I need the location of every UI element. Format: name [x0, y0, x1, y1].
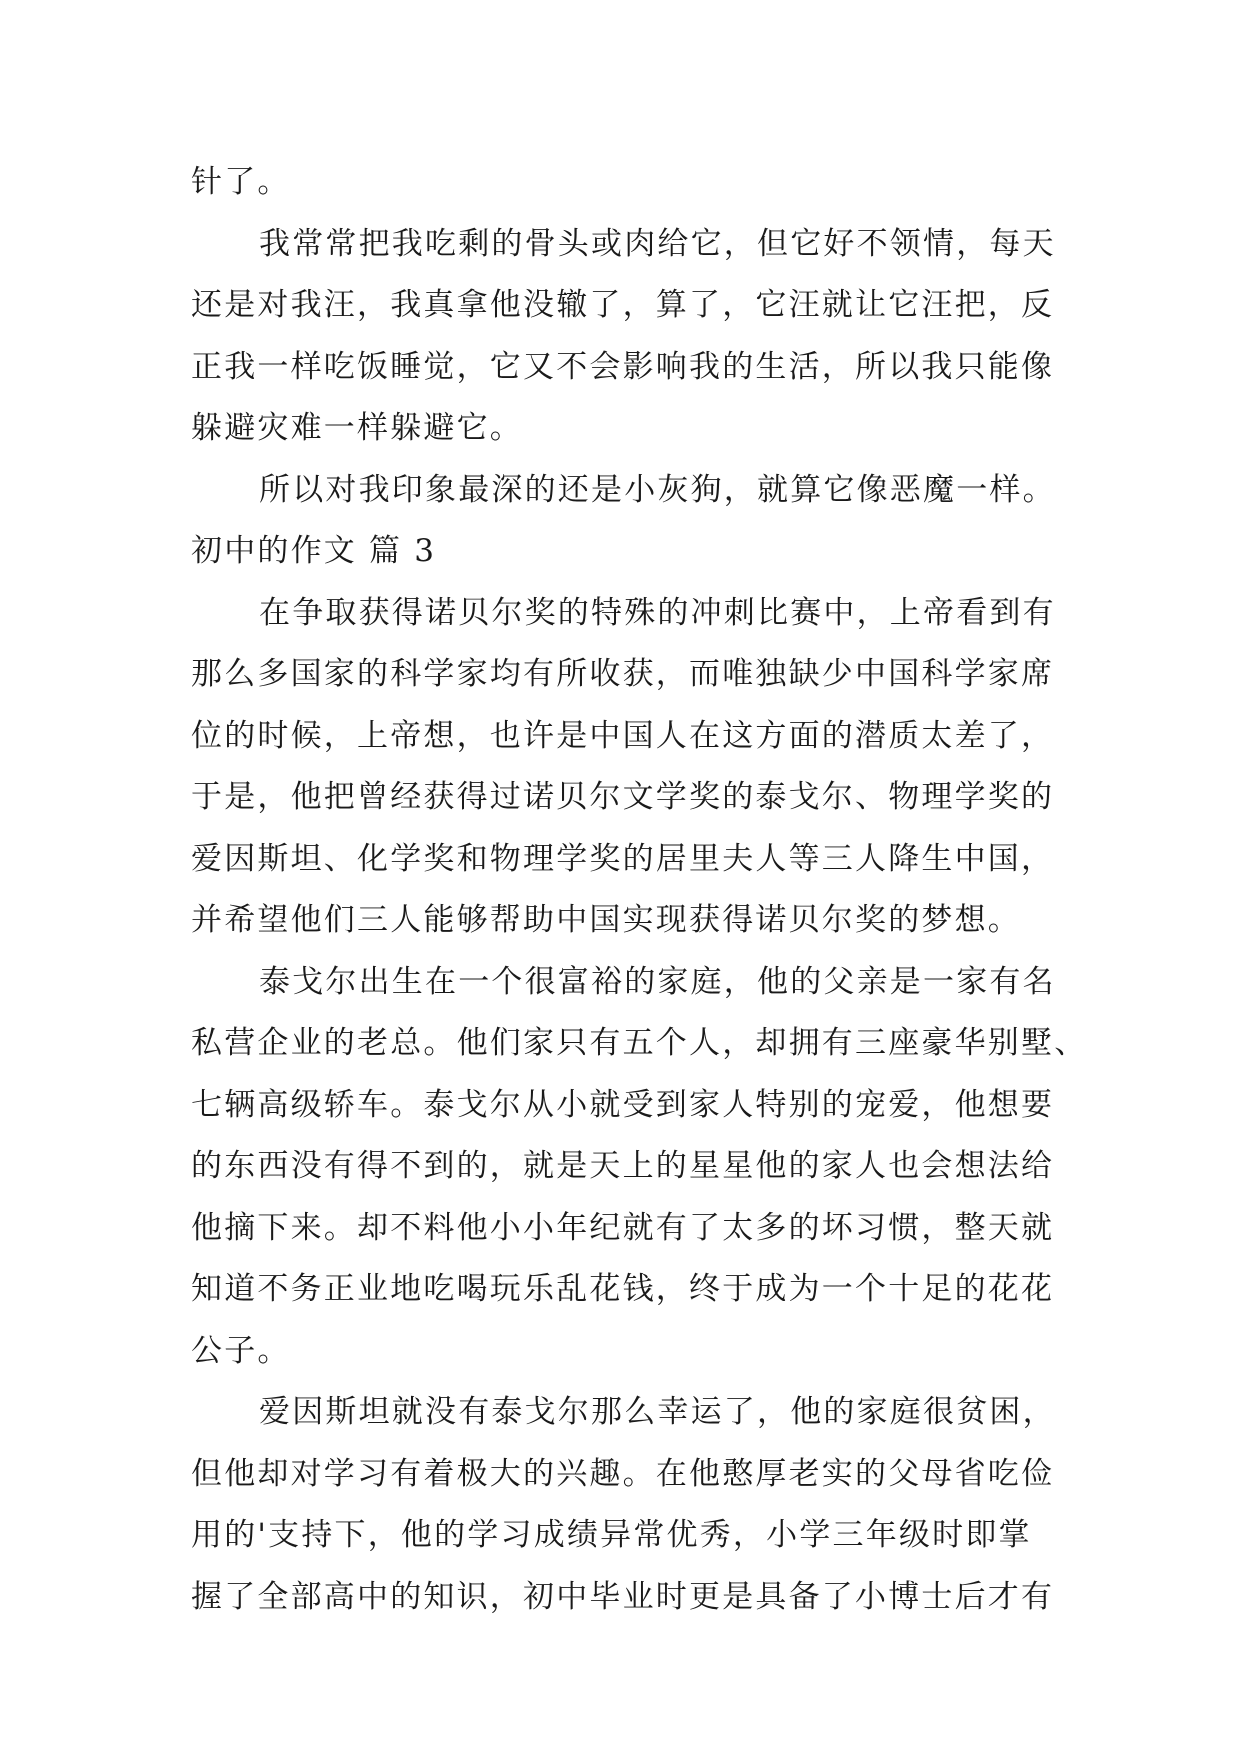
text-line: 泰戈尔出生在一个很富裕的家庭，他的父亲是一家有名 [259, 963, 1056, 1000]
text-line: 爱因斯坦就没有泰戈尔那么幸运了，他的家庭很贫困， [259, 1394, 1056, 1430]
text-line: 位的时候，上帝想，也许是中国人在这方面的潜质太差了， [191, 717, 1055, 754]
text-line: 公子。 [191, 1332, 291, 1369]
text-line: 所以对我印象最深的还是小灰狗，就算它像恶魔一样。 [259, 471, 1056, 508]
text-line: 爱因斯坦、化学奖和物理学奖的居里夫人等三人降生中国， [191, 840, 1055, 877]
text-line: 针了。 [191, 164, 291, 200]
text-line: 我常常把我吃剩的骨头或肉给它，但它好不领情，每天 [259, 225, 1056, 262]
text-line: 的东西没有得不到的，就是天上的星星他的家人也会想法给 [191, 1148, 1055, 1184]
text-line: 用的'支持下，他的学习成绩异常优秀，小学三年级时即掌 [191, 1517, 1032, 1553]
text-line: 并希望他们三人能够帮助中国实现获得诺贝尔奖的梦想。 [191, 902, 1021, 938]
document-body [191, 152, 1088, 1628]
text-line: 在争取获得诺贝尔奖的特殊的冲刺比赛中，上帝看到有 [259, 594, 1056, 631]
text-line: 握了全部高中的知识，初中毕业时更是具备了小博士后才有 [191, 1578, 1055, 1615]
text-line: 躲避灾难一样躲避它。 [191, 410, 523, 446]
section-heading: 初中的作文 篇 3 [191, 533, 437, 569]
text-line: 七辆高级轿车。泰戈尔从小就受到家人特别的宠爱，他想要 [191, 1086, 1055, 1123]
text-line: 知道不务正业地吃喝玩乐乱花钱，终于成为一个十足的花花 [191, 1271, 1055, 1307]
text-line: 那么多国家的科学家均有所收获，而唯独缺少中国科学家席 [191, 656, 1055, 692]
text-line: 正我一样吃饭睡觉，它又不会影响我的生活，所以我只能像 [191, 348, 1055, 385]
text-line: 于是，他把曾经获得过诺贝尔文学奖的泰戈尔、物理学奖的 [191, 779, 1055, 815]
text-line: 他摘下来。却不料他小小年纪就有了太多的坏习惯，整天就 [191, 1209, 1055, 1246]
text-line: 但他却对学习有着极大的兴趣。在他憨厚老实的父母省吃俭 [191, 1455, 1055, 1492]
text-line: 还是对我汪，我真拿他没辙了，算了，它汪就让它汪把，反 [191, 287, 1055, 323]
text-line: 私营企业的老总。他们家只有五个人，却拥有三座豪华别墅、 [191, 1025, 1088, 1061]
